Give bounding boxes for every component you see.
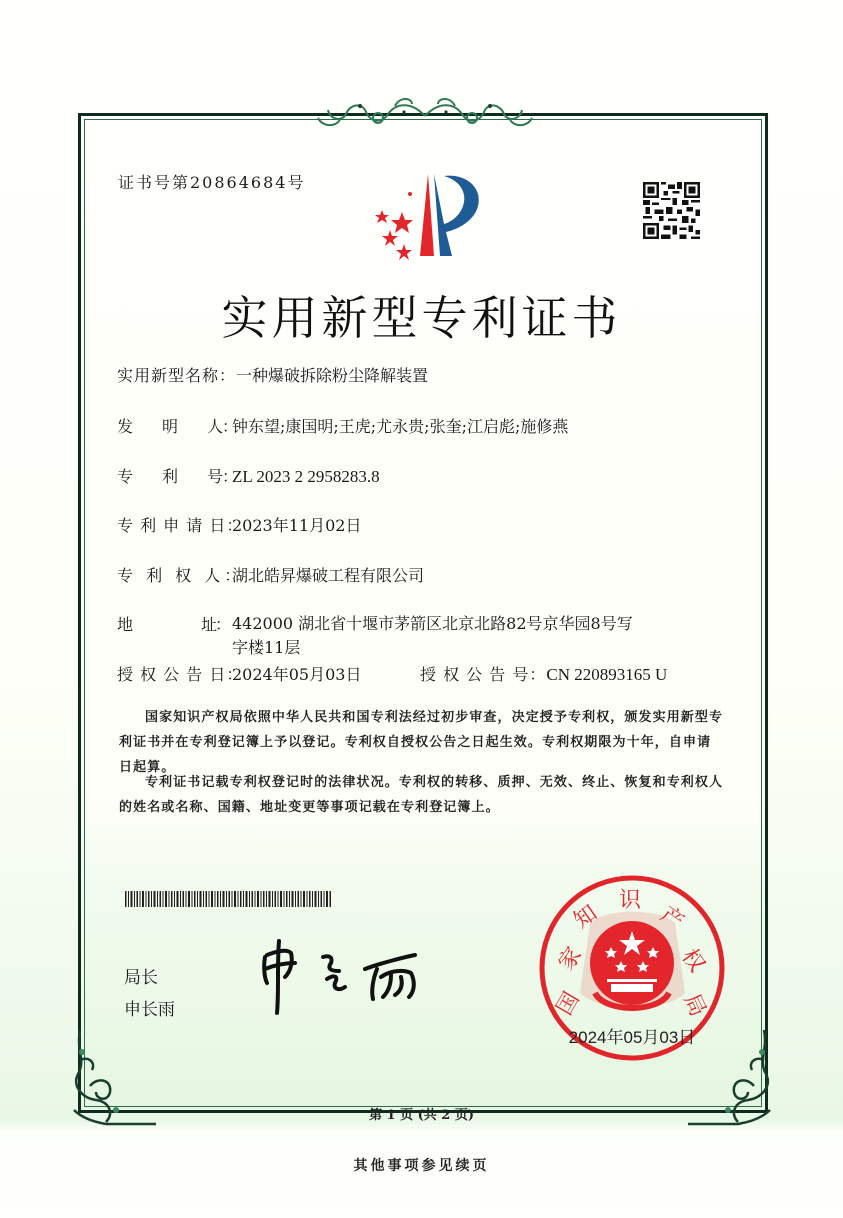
field-label: 授 权 公 告 号： [420,665,547,684]
field-value [232,612,633,660]
field-value: 一种爆破拆除粉尘降解装置 [236,366,429,385]
field-label: 授 权 公 告 日： [117,665,244,684]
certificate-title: 实用新型专利证书 [221,291,622,345]
field-value: 2024年05月03日 [232,665,362,684]
field-label: 专 利 申 请 日： [117,516,244,535]
svg-text:家: 家 [553,942,587,976]
page-indicator: 第 1 页 (共 2 页) [368,1108,475,1123]
official-seal-icon [535,873,730,1063]
field-label: 专 利 权 人： [117,566,245,585]
field-application-date [117,513,361,536]
legal-paragraph-2: 专利证书记载专利权登记时的法律状况。专利权的转移、质押、无效、终止、恢复和专利权人的姓名或名称、国籍、地址变更等事项记载在专利登记簿上。 [119,775,724,815]
director-signature-icon [255,935,430,1015]
svg-text:国: 国 [552,988,585,1020]
field-address [117,612,633,660]
certificate-number: 证书号第20864684号 [118,173,306,192]
field-patent-number [117,464,380,487]
field-label: 发 明 人： [117,417,238,436]
field-label: 专 利 号： [117,467,238,486]
field-value: CN 220893165 U [546,665,668,684]
field-grant-date [117,662,361,685]
barcode-icon [125,891,333,907]
field-value: ZL 2023 2 2958283.8 [232,467,380,486]
field-value: 2023年11月02日 [232,516,362,535]
field-value: 钟东望;康国明;王虎;尤永贵;张奎;江启彪;施修燕 [232,417,569,436]
continued-note: 其他事项参见续页 [353,1158,490,1174]
cnipa-logo-icon [360,170,490,260]
field-label: 地 址： [117,615,230,634]
field-value: 湖北皓昇爆破工程有限公司 [232,566,425,585]
svg-text:产: 产 [655,901,689,935]
field-inventors [117,414,568,437]
qr-code-icon [643,182,700,239]
director-title: 局长 [124,968,158,988]
address-line-2: 字楼11层 [232,638,301,657]
svg-text:权: 权 [676,944,710,978]
director-name: 申长雨 [124,1000,175,1020]
address-line-1: 442000 湖北省十堰市茅箭区北京北路82号京华园8号写 [232,614,633,633]
svg-text:知: 知 [569,900,603,934]
svg-text:局: 局 [678,990,711,1021]
top-ornament-icon [300,92,550,134]
field-utility-model-name [117,363,428,386]
field-grant-number [420,662,667,685]
svg-text:识: 识 [619,888,642,913]
legal-paragraph-1: 国家知识产权局依照中华人民共和国专利法经过初步审查，决定授予专利权，颁发实用新型专利证书并在专利登记簿上予以登记。专利权自授权公告之日起生效。专利权期限为十年，自申请日起算。 [119,710,724,775]
seal-date: 2024年05月03日 [568,1028,696,1047]
field-patentee [117,563,424,586]
field-label: 实用新型名称： [117,366,237,385]
